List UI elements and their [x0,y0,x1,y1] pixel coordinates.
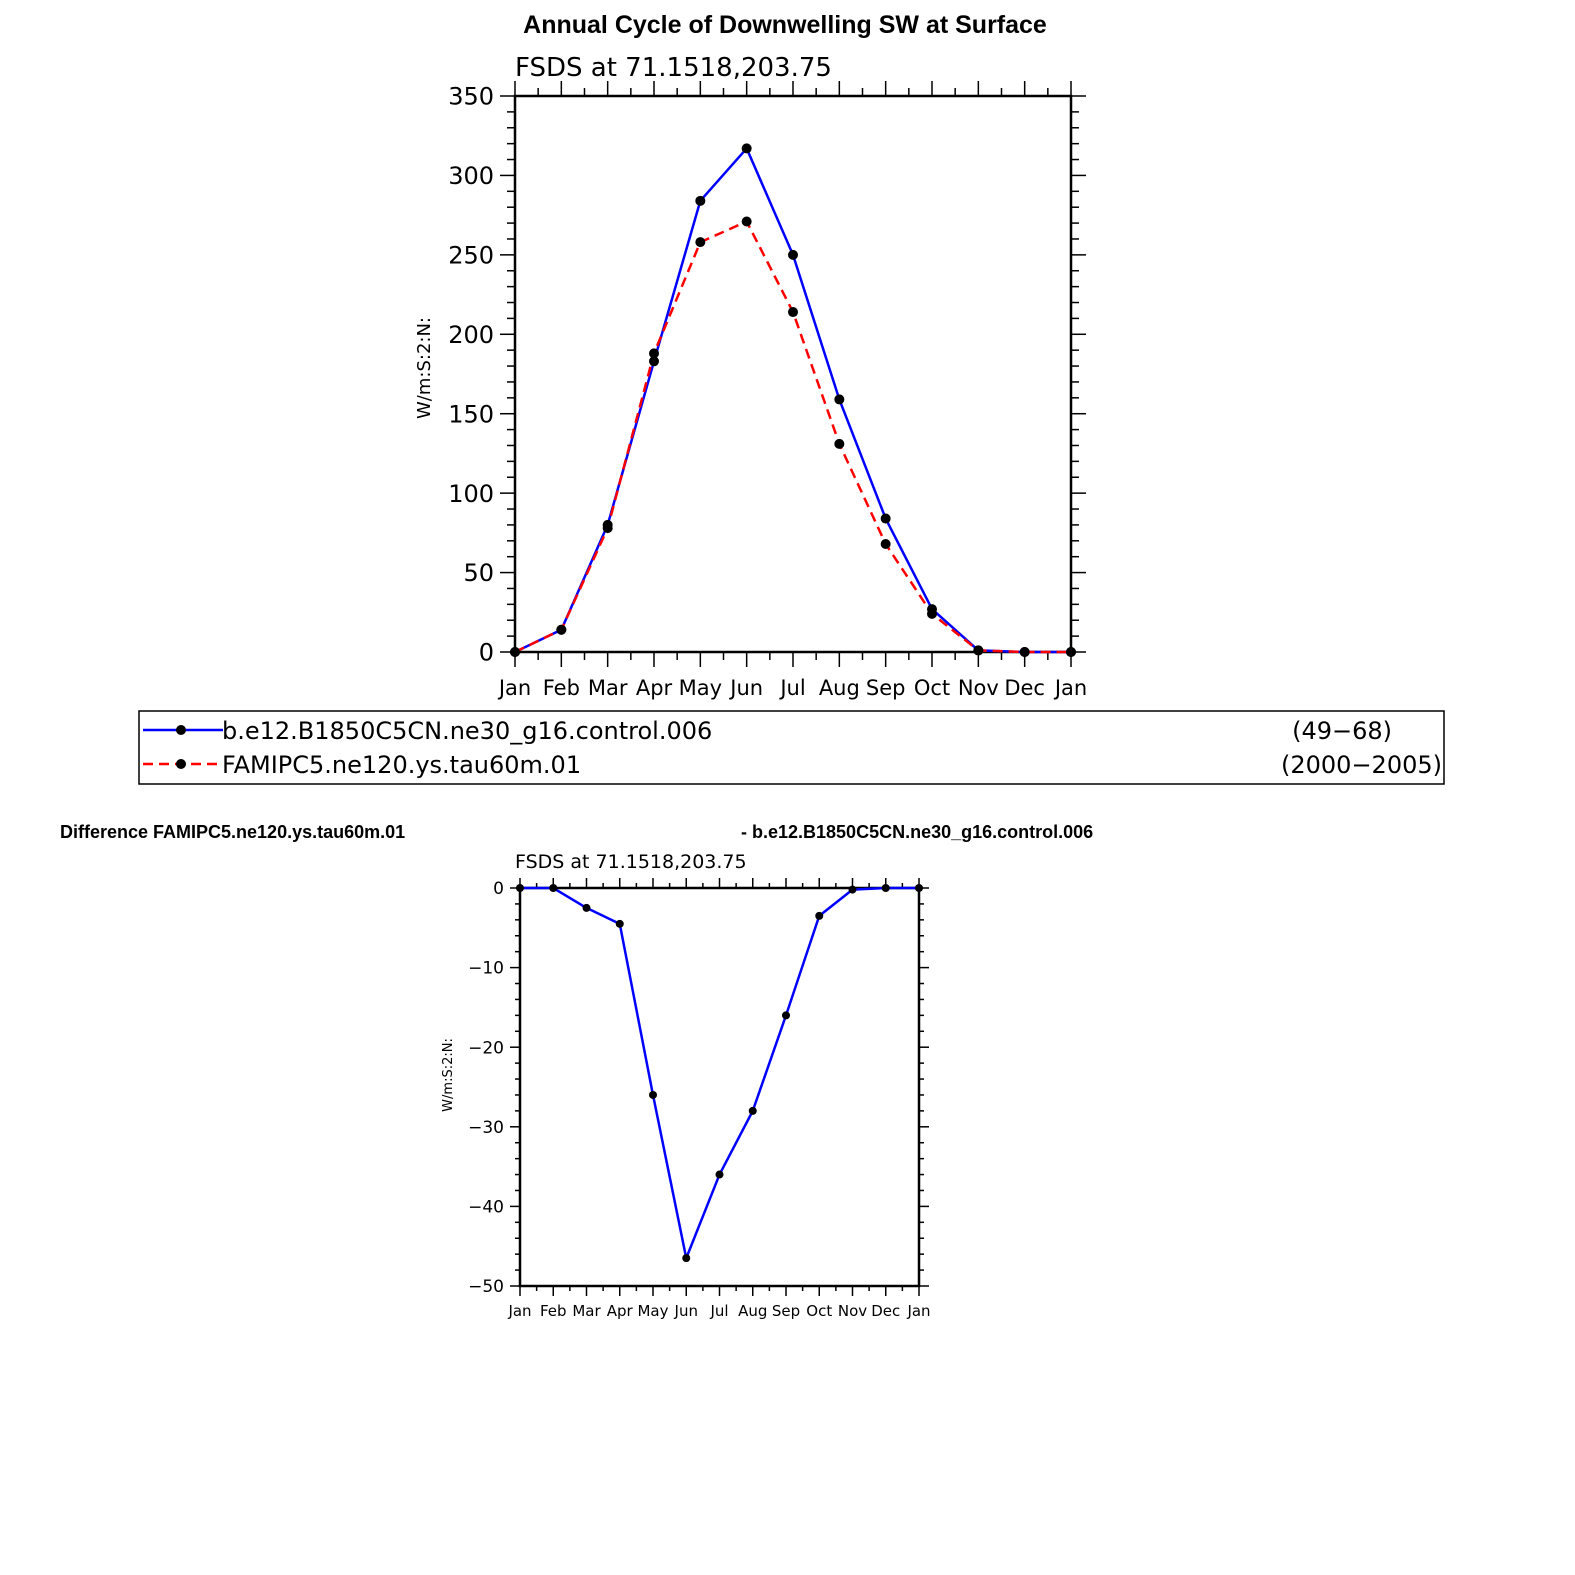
bottom-chart-xtick-label: Apr [606,1302,633,1320]
top-chart-series-2-point [881,539,891,549]
top-chart-xtick-label: Apr [635,676,673,700]
bottom-chart-title-right: - b.e12.B1850C5CN.ne30_g16.control.006 [741,822,1094,842]
bottom-chart-ylabel: W/m:S:2:N: [441,1038,456,1112]
top-chart-series-2-point [742,216,752,226]
bottom-chart-xtick-label: Jun [674,1302,698,1320]
top-chart-xtick-label: Jan [1054,676,1088,700]
bottom-chart-series-1-point [815,912,823,920]
top-chart-series-2-point [695,237,705,247]
top-chart-subtitle: FSDS at 71.1518,203.75 [515,53,832,83]
top-chart-xtick-label: Feb [542,676,580,700]
bottom-chart-series-1-line [520,888,919,1258]
bottom-chart-xtick-label: Aug [738,1302,768,1320]
legend [139,711,1444,784]
bottom-chart-series-1-point [882,884,890,892]
top-chart-series-2-line [515,221,1071,652]
bottom-chart-series-1-point [849,886,857,894]
top-chart-axes [448,81,1087,700]
top-chart-series-2-point [1020,647,1030,657]
bottom-chart-series-1-point [583,904,591,912]
legend-years-series-1: (49−68) [1292,717,1392,745]
top-chart-xtick-label: Nov [957,676,999,700]
top-chart-series-2-point [1066,647,1076,657]
bottom-chart-xtick-label: Mar [572,1302,601,1320]
bottom-chart-axes [468,878,930,1320]
top-chart-series-1-point [881,514,891,524]
bottom-chart-xtick-label: Dec [871,1302,901,1320]
top-chart-series-1-point [695,196,705,206]
legend-years-series-2: (2000−2005) [1281,751,1442,779]
bottom-chart-series-1-point [649,1091,657,1099]
top-chart-series-2-point [510,647,520,657]
bottom-chart-series-1-point [782,1011,790,1019]
top-chart-series-2-point [973,645,983,655]
top-chart-ytick-label: 50 [463,559,494,588]
top-chart-series-2-point [556,625,566,635]
top-chart-ytick-label: 200 [448,320,494,349]
top-chart-frame [515,96,1071,652]
bottom-chart [60,822,1093,1320]
top-chart-series-1-point [788,250,798,260]
top-chart-ytick-label: 250 [448,241,494,270]
top-chart-series-2-point [649,348,659,358]
top-chart-series-1-point [742,143,752,153]
bottom-chart-xtick-label: Oct [806,1302,833,1320]
top-chart-plot-area [510,143,1076,657]
top-chart-xtick-label: Jul [780,676,806,700]
top-chart-ytick-label: 150 [448,400,494,429]
bottom-chart-ytick-label: −30 [468,1117,504,1138]
bottom-chart-series-1-point [915,884,923,892]
bottom-chart-xtick-label: Feb [539,1302,567,1320]
top-chart-ytick-label: 300 [448,162,494,191]
bottom-chart-subtitle: FSDS at 71.1518,203.75 [515,851,747,873]
top-chart-ylabel: W/m:S:2:N: [414,317,435,419]
top-chart-series-2-point [927,609,937,619]
top-chart-xtick-label: Jun [730,676,764,700]
top-chart-xtick-label: Mar [587,676,628,700]
bottom-chart-xtick-label: Sep [771,1302,801,1320]
top-chart-xtick-label: Jan [498,676,532,700]
bottom-chart-plot-area [516,884,923,1262]
top-chart-xtick-label: Dec [1004,676,1045,700]
bottom-chart-ytick-label: −50 [468,1277,504,1298]
top-chart-ytick-label: 0 [478,638,494,667]
top-chart-series-2-point [834,439,844,449]
legend-label-series-1: b.e12.B1850C5CN.ne30_g16.control.006 [222,717,713,745]
top-chart-series-1-line [515,148,1071,652]
top-chart-xtick-label: Sep [865,676,906,700]
bottom-chart-frame [520,888,919,1286]
bottom-chart-xtick-label: Nov [837,1302,868,1320]
bottom-chart-ytick-label: −20 [468,1038,504,1059]
bottom-chart-xtick-label: Jan [907,1302,931,1320]
bottom-chart-series-1-point [616,920,624,928]
top-chart-series-2-point [603,523,613,533]
top-chart-ytick-label: 100 [448,479,494,508]
bottom-chart-xtick-label: Jan [508,1302,532,1320]
bottom-chart-title-left: Difference FAMIPC5.ne120.ys.tau60m.01 [60,822,406,842]
legend-marker-series-2 [176,759,186,769]
top-chart-series-2-point [788,307,798,317]
top-chart-ytick-label: 350 [448,82,494,111]
top-chart-xtick-label: Aug [818,676,860,700]
top-chart-title: Annual Cycle of Downwelling SW at Surface [523,11,1047,39]
bottom-chart-ytick-label: −40 [468,1197,504,1218]
legend-marker-series-1 [176,725,186,735]
bottom-chart-series-1-point [682,1254,690,1262]
bottom-chart-series-1-point [749,1107,757,1115]
bottom-chart-series-1-point [549,884,557,892]
top-chart [414,11,1087,700]
legend-label-series-2: FAMIPC5.ne120.ys.tau60m.01 [222,751,582,779]
bottom-chart-series-1-point [516,884,524,892]
top-chart-xtick-label: May [678,676,723,700]
bottom-chart-ytick-label: 0 [493,879,504,900]
top-chart-series-1-point [834,394,844,404]
bottom-chart-xtick-label: May [637,1302,669,1320]
top-chart-xtick-label: Oct [913,676,951,700]
bottom-chart-series-1-point [716,1171,724,1179]
bottom-chart-xtick-label: Jul [710,1302,729,1320]
bottom-chart-ytick-label: −10 [468,958,504,979]
